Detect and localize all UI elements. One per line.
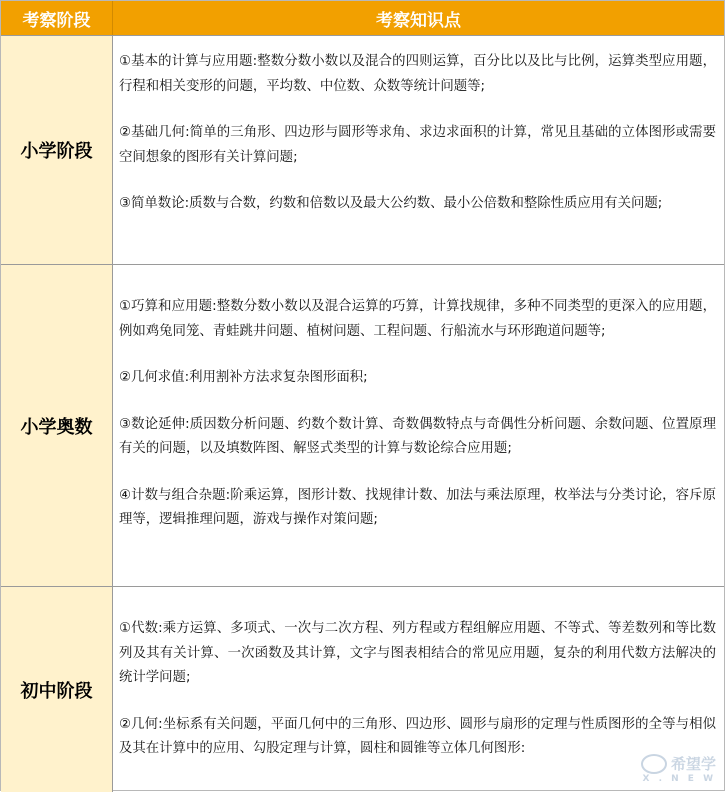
knowledge-point: ③数论延伸:质因数分析问题、约数个数计算、奇数偶数特点与奇偶性分析问题、余数问题、位置原理有关的问题，以及填数阵图、解竖式类型的计算与数论综合应用题; [119,416,716,456]
stage-label: 小学奥数 [1,265,113,586]
knowledge-point: ①代数:乘方运算、多项式、一次与二次方程、列方程或方程组解应用题、不等式、等差数列和等比数列及其有关计算、一次函数及其计算，文字与图表相结合的常见应用题，复杂的利用代数方法解决的统计学问题; [119,621,716,685]
knowledge-point: ③简单数论:质数与合数，约数和倍数以及最大公约数、最小公倍数和整除性质应用有关问题; [119,196,663,211]
watermark-logo: 希望学 X . N E W [642,754,716,784]
table-row [1,264,724,586]
points-cell [113,265,724,586]
knowledge-point: ②几何求值:利用割补方法求复杂图形面积; [119,370,368,385]
knowledge-point: ④计数与组合杂题:阶乘运算，图形计数、找规律计数、加法与乘法原理，枚举法与分类讨论，容斥原理等，逻辑推理问题，游戏与操作对策问题; [119,487,716,527]
header-points: 考察知识点 [113,1,724,35]
points-cell [113,587,724,792]
knowledge-point: ①巧算和应用题:整数分数小数以及混合运算的巧算，计算找规律，多种不同类型的更深入的应用题，例如鸡兔同笼、青蛙跳井问题、植树问题、工程问题、行船流水与环形跑道问题等; [119,299,716,339]
points-cell [113,36,724,264]
table-row [1,35,724,264]
stage-label: 小学阶段 [1,36,113,264]
table-row [1,586,724,792]
watermark-icon [641,754,667,774]
knowledge-point: ①基本的计算与应用题:整数分数小数以及混合的四则运算，百分比以及比与比例，运算类型应用题，行程和相关变形的问题，平均数、中位数、众数等统计问题等; [119,54,716,94]
knowledge-point: ②几何:坐标系有关问题，平面几何中的三角形、四边形、圆形与扇形的定理与性质图形的全等与相似及其在计算中的应用、勾股定理与计算，圆柱和圆锥等立体几何图形: [119,716,716,756]
knowledge-point: ②基础几何:简单的三角形、四边形与圆形等求角、求边求面积的计算，常见且基础的立体图形或需要空间想象的图形有关计算问题; [119,125,716,165]
stage-label: 初中阶段 [1,587,113,792]
header-stage: 考察阶段 [1,1,113,35]
